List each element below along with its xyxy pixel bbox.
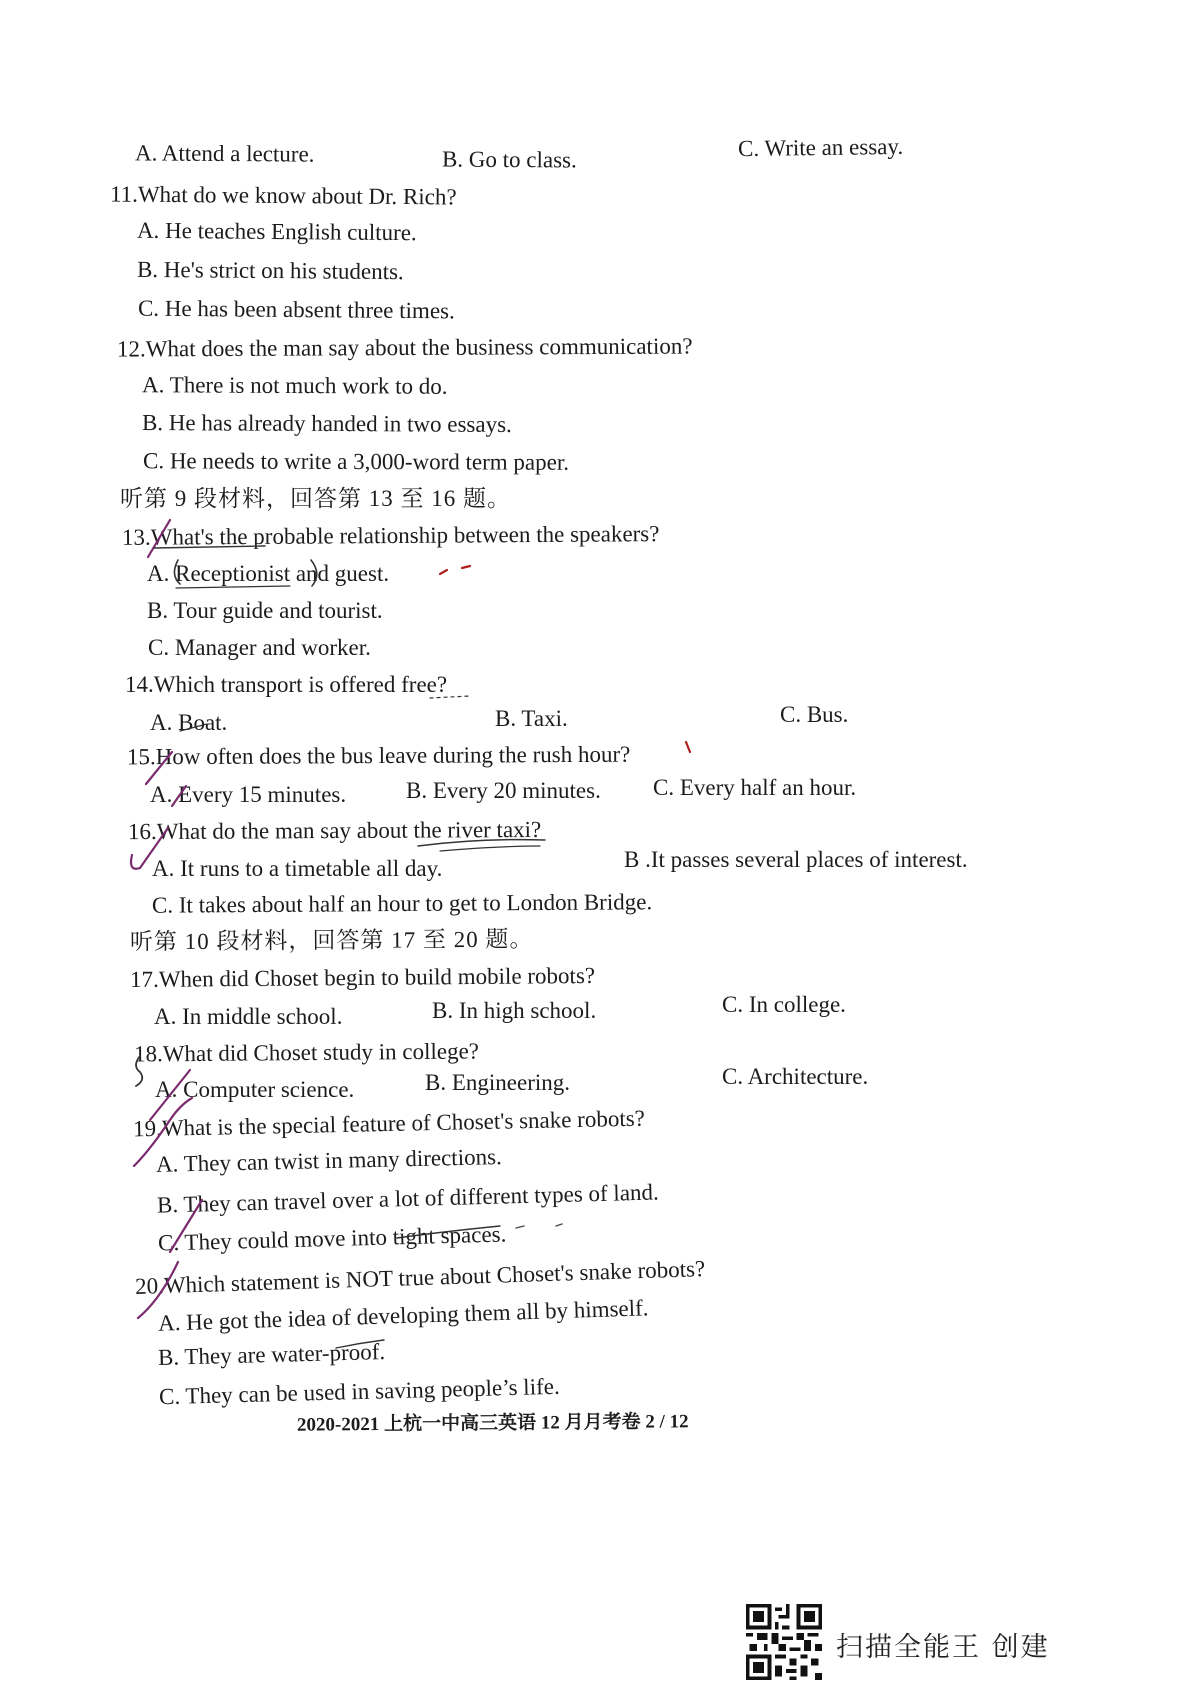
q12-option-b: B. He has already handed in two essays. <box>141 410 512 437</box>
q18-option-a: A. Computer science. <box>155 1077 355 1102</box>
q13-option-b: B. Tour guide and tourist. <box>147 598 383 623</box>
section-10-heading: 听第 10 段材料，回答第 17 至 20 题。 <box>129 926 534 955</box>
q14-stem: 14.Which transport is offered free? <box>125 672 448 697</box>
page-footer: 2020-2021 上杭一中高三英语 12 月月考卷 2 / 12 <box>296 1411 689 1436</box>
q18-option-b: B. Engineering. <box>425 1070 570 1095</box>
q14-option-c: C. Bus. <box>780 702 849 727</box>
q16-option-c: C. It takes about half an hour to get to London Bridge. <box>151 889 653 918</box>
q17-option-b: B. In high school. <box>432 998 597 1023</box>
q12-option-a: A. There is not much work to do. <box>141 372 448 399</box>
q16-stem: 16.What do the man say about the river taxi? <box>127 816 542 845</box>
q14-option-a: A. Boat. <box>150 710 228 735</box>
q15-stem: 15.How often does the bus leave during the rush hour? <box>126 741 631 770</box>
q12-stem: 12.What does the man say about the business communication? <box>116 333 693 362</box>
q19-option-a: A. They can twist in many directions. <box>155 1144 503 1177</box>
q15-option-b: B. Every 20 minutes. <box>406 778 601 803</box>
red-tick <box>686 742 690 752</box>
q18-option-c: C. Architecture. <box>722 1064 869 1089</box>
q10-option-b: B. Go to class. <box>441 146 577 173</box>
q19-option-b: B. They can travel over a lot of different types of land. <box>156 1179 660 1218</box>
q20-option-c: C. They can be used in saving people’s life. <box>158 1373 560 1410</box>
q11-stem: 11.What do we know about Dr. Rich? <box>109 181 457 210</box>
q20-option-b: B. They are water-proof. <box>157 1339 386 1370</box>
q11-option-a: A. He teaches English culture. <box>136 217 417 246</box>
q13-option-a: A. Receptionist and guest. <box>147 561 390 586</box>
q15-option-c: C. Every half an hour. <box>653 775 857 800</box>
q16-option-b: B .It passes several places of interest. <box>624 847 968 872</box>
q16-option-a: A. It runs to a timetable all day. <box>152 856 443 881</box>
q11-option-b: B. He's strict on his students. <box>136 256 404 285</box>
qr-code-icon <box>746 1604 822 1680</box>
q12-option-c: C. He needs to write a 3,000-word term paper. <box>142 448 570 475</box>
q20-stem: 20.Which statement is NOT true about Choset's snake robots? <box>134 1256 706 1299</box>
q15-option-a: A. Every 15 minutes. <box>150 782 347 807</box>
q10-option-a: A. Attend a lecture. <box>134 140 315 167</box>
q17-stem: 17.When did Choset begin to build mobile robots? <box>129 962 596 993</box>
section-9-heading: 听第 9 段材料，回答第 13 至 16 题。 <box>120 486 511 511</box>
q11-option-c: C. He has been absent three times. <box>137 295 455 324</box>
q20-option-a: A. He got the idea of developing them all by himself. <box>157 1295 649 1336</box>
pen-dots <box>516 1224 562 1228</box>
q19-stem: 19.What is the special feature of Choset's snake robots? <box>132 1105 646 1142</box>
q17-option-c: C. In college. <box>722 992 846 1017</box>
q18-stem: 18.What did Choset study in college? <box>133 1038 480 1067</box>
q16-underline-2 <box>440 846 540 851</box>
q17-option-a: A. In middle school. <box>154 1004 343 1029</box>
q13-option-c: C. Manager and worker. <box>148 635 371 660</box>
red-dots <box>440 566 470 574</box>
q19-option-c: C. They could move into tight spaces. <box>157 1221 507 1256</box>
q10-option-c: C. Write an essay. <box>737 133 904 162</box>
q14-option-b: B. Taxi. <box>495 706 568 731</box>
q13-stem: 13.What's the probable relationship between the speakers? <box>121 521 660 550</box>
scanner-watermark: 扫描全能王 创建 <box>836 1632 1050 1663</box>
